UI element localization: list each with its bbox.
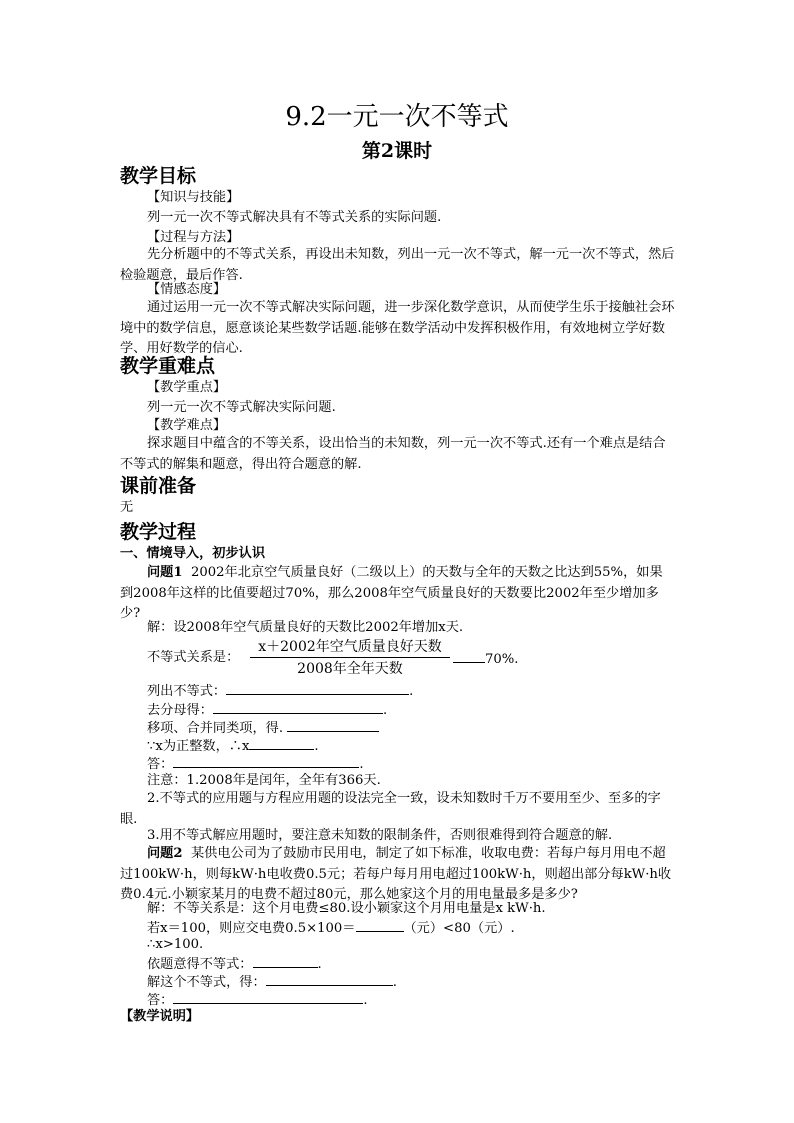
- q1-solve: 解：设2008年空气质量良好的天数比2002年增加x天.: [147, 620, 464, 635]
- emotion-tag: 【情感态度】: [147, 282, 227, 297]
- step-3-blank[interactable]: [287, 717, 379, 732]
- section-heading-key: 教学重难点: [120, 355, 216, 377]
- fraction-numerator: x＋2002年空气质量良好天数: [250, 638, 450, 658]
- question-2-label: 问题2: [147, 846, 183, 861]
- step-2-label: 去分母得：: [147, 703, 213, 718]
- teaching-note-tag: 【教学说明】: [120, 1009, 200, 1024]
- q2-line-3: ∴x>100.: [147, 937, 204, 952]
- knowledge-tag: 【知识与技能】: [147, 190, 240, 205]
- fraction-after-text: 70%.: [485, 652, 519, 667]
- step-5-label: 答：: [147, 757, 174, 772]
- note-1: 注意：1.2008年是闰年，全年有366天.: [147, 773, 381, 788]
- q2-line-6-label: 答：: [147, 993, 174, 1008]
- part1-heading: 一、情境导入，初步认识: [120, 546, 266, 561]
- step-1-label: 列出不等式：: [147, 684, 227, 699]
- note-2: 2.不等式的应用题与方程应用题的设法完全一致，设未知数时千万不要用至少、至多的字眼.: [120, 791, 661, 827]
- section-heading-prep: 课前准备: [120, 475, 197, 497]
- step-5: 答： .: [147, 753, 364, 775]
- q2-line-4-label: 依题意得不等式：: [147, 957, 253, 972]
- q2-line-5-label: 解这个不等式，得：: [147, 975, 266, 990]
- q2-line-2-text: 若x＝100，则应交电费0.5×100＝: [147, 921, 356, 936]
- q2-line-4: 依题意得不等式： .: [147, 953, 322, 975]
- question-1-text: 2002年北京空气质量良好（二级以上）的天数与全年的天数之比达到55%，如果到2008年这样的比值要超过70%，那么2008年空气质量良好的天数要比2002年至少增加多少?: [120, 565, 663, 621]
- q2-solution-blank[interactable]: [266, 971, 393, 986]
- question-1-label: 问题1: [147, 565, 183, 580]
- question-2-text: 某供电公司为了鼓励市民用电，制定了如下标准，收取电费：若每户每月用电不超过100kW·h，则每kW·h电收费0.5元；若每户每月用电超过100kW·h，则超出部分每kW·h收费0.4元.小颖家某月的电费不超过80元，那么她家这个月的用电量最多是多少?: [120, 846, 672, 902]
- section-heading-process: 教学过程: [120, 521, 197, 543]
- q2-line-2-tail: （元）<80（元）.: [403, 921, 515, 936]
- fraction-denominator: 2008年全年天数: [297, 661, 403, 677]
- focus-text: 列一元一次不等式解决实际问题.: [147, 400, 336, 415]
- q2-solve: 解：不等关系是：这个月电费≤80.设小颖家这个月用电量是x kW·h.: [147, 901, 546, 916]
- question-1: [120, 563, 675, 625]
- q2-inequality-blank[interactable]: [253, 953, 318, 968]
- step-2-blank[interactable]: [213, 699, 383, 714]
- step-3-label: 移项、合并同类项，得.: [147, 721, 284, 736]
- step-1: 列出不等式： .: [147, 680, 413, 702]
- question-2: [120, 844, 675, 906]
- note-3: 3.用不等式解应用题时，要注意未知数的限制条件，否则很难得到符合题意的解.: [147, 828, 613, 843]
- step-2: 去分母得： .: [147, 699, 387, 721]
- step-4-label: ∵x为正整数，∴x: [147, 739, 250, 754]
- page-subtitle: 第2课时: [361, 140, 433, 162]
- q2-answer-blank[interactable]: [173, 989, 363, 1004]
- section-heading-goals: 教学目标: [120, 165, 197, 187]
- process-tag: 【过程与方法】: [147, 230, 240, 245]
- inequality-fraction: [250, 638, 450, 678]
- process-text: 先分析题中的不等式关系，再设出未知数，列出一元一次不等式，解一元一次不等式，然后检验题意，最后作答.: [120, 247, 675, 283]
- page-title: 9.2一元一次不等式: [285, 102, 509, 132]
- focus-tag: 【教学重点】: [147, 380, 227, 395]
- step-4-blank[interactable]: [249, 735, 314, 750]
- step-5-blank[interactable]: [173, 753, 359, 768]
- q2-fee-blank[interactable]: [356, 917, 404, 932]
- difficulty-text: 探求题目中蕴含的不等关系，设出恰当的未知数，列一元一次不等式.还有一个难点是结合不等式的解集和题意，得出符合题意的解.: [120, 436, 666, 472]
- prep-text: 无: [120, 500, 134, 515]
- fraction-compare: [453, 648, 519, 670]
- q2-line-6: 答： .: [147, 989, 368, 1011]
- step-4: ∵x为正整数，∴x .: [147, 735, 319, 757]
- step-1-blank[interactable]: [226, 680, 409, 695]
- q2-line-5: 解这个不等式，得： .: [147, 971, 397, 993]
- compare-blank[interactable]: [453, 648, 485, 663]
- difficulty-tag: 【教学难点】: [147, 418, 227, 433]
- emotion-text: 通过运用一元一次不等式解决实际问题，进一步深化数学意识，从而使学生乐于接触社会环境中的数学信息，愿意谈论某些数学话题.能够在数学活动中发挥积极作用，有效地树立学好数学、用好数学的信心.: [120, 300, 675, 356]
- inequality-label: 不等式关系是：: [147, 650, 240, 665]
- knowledge-text: 列一元一次不等式解决具有不等式关系的实际问题.: [147, 210, 442, 225]
